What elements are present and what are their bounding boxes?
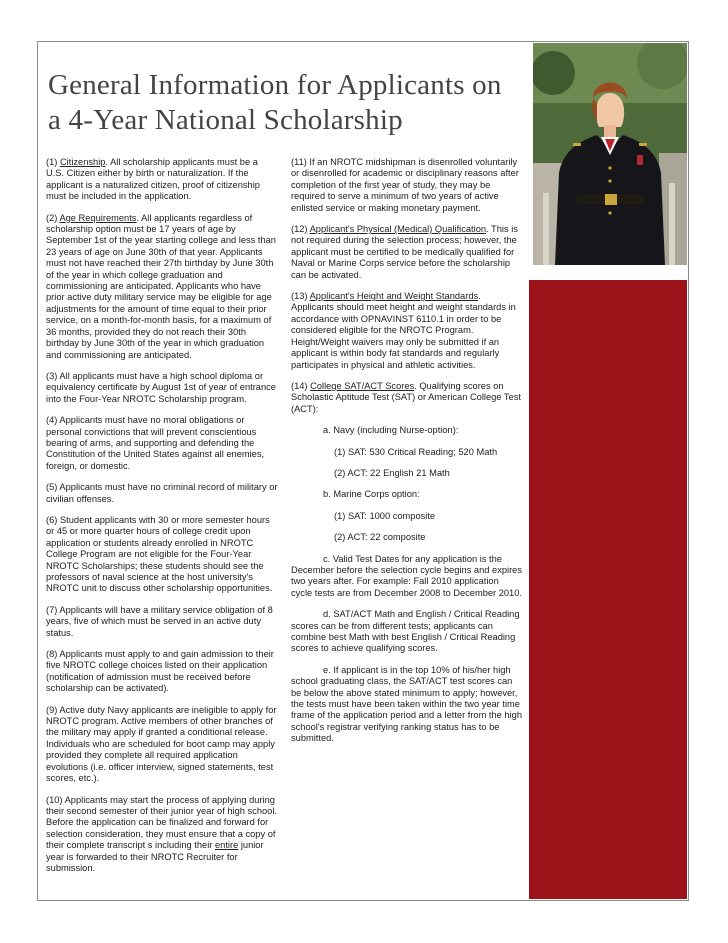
- item-disenrollment: (11) If an NROTC midshipman is disenrolled voluntarily or disenrolled for academic or disciplinary reasons after completion of the first year of study, they may be required to serve a minimum of two years of active enlisted service or making monetary payment.: [291, 157, 519, 213]
- subitem-navy: a. Navy (including Nurse-option):: [323, 425, 459, 436]
- term-citizenship: Citizenship: [59, 157, 106, 167]
- item-college-admission: (8) Applicants must apply to and gain admission to their five NROTC college choices listed on their application (notification of admission must be received before scholarship can be activated).: [46, 649, 274, 694]
- subitem-top-ten-percent: e. If applicant is in the top 10% of his/her high school graduating class, the SAT/ACT test scores can be below the above stated minimum to apply; however, the tests must have been taken within the two year time frame of the application period and a letter from the high school's registrar verifying ranking status has to be submitted.: [291, 664, 523, 744]
- item-active-duty: (9) Active duty Navy applicants are ineligible to apply for NROTC program. Active members of other branches of the military may apply if granted a conditional release. Individuals who are scheduled for boot camp may apply provided they complete all required application evolutions (i.e. officer interview, signed statements, test scores, etc.).: [46, 704, 277, 784]
- right-column: [291, 157, 522, 755]
- term-medical-qualification: Applicant's Physical (Medical) Qualification: [309, 224, 487, 235]
- subitem-navy-act: (2) ACT: 22 English 21 Math: [334, 467, 450, 478]
- item-test-scores: (14) College SAT/ACT Scores. Qualifying scores on Scholastic Aptitude Test (SAT) or American College Test (ACT):: [291, 380, 521, 414]
- item-medical-qualification: (12) Applicant's Physical (Medical) Qualification. This is not required during the selection process; however, the applicant must be certified to be medically qualified for Naval or Marine Corps service before the scholarship can be activated.: [291, 224, 518, 280]
- item-citizenship: (1) Citizenship. All scholarship applicants must be a U.S. Citizen either by birth or naturalization. If the applicant is a naturalized citizen, proof of citizenship must be included in the application.: [46, 157, 260, 202]
- subitem-test-dates: c. Valid Test Dates for any application is the December before the selection cycle begins and expires two years after. For example: Fall 2010 application cycle tests are from December 2008 to December 2010.: [291, 553, 523, 598]
- subitem-marine-act: (2) ACT: 22 composite: [334, 532, 426, 543]
- title-line-1: General Information for Applicants on: [48, 69, 502, 101]
- photo-illustration: [533, 43, 687, 265]
- left-column: [46, 157, 278, 884]
- item-college-credit: (6) Student applicants with 30 or more semester hours or 45 or more quarter hours of college credit upon application or students already enrolled in NROTC College Program are not eligible for the Four-Year NROTC Scholarships; these students should see the professors of naval science at the host university's NROTC unit to discuss other scholarship opportunities.: [46, 514, 273, 594]
- item-criminal-record: (5) Applicants must have no criminal record of military or civilian offenses.: [46, 482, 278, 504]
- title-line-2: a 4-Year National Scholarship: [48, 104, 403, 136]
- item-application-timing: (10) Applicants may start the process of applying during their second semester of their junior year of high school. Before the application can be finalized and forward for selection consideration, they must ensure that a copy of their complete transcript s including their entire junior year is forwarded to their NROTC Recruiter for submission.: [46, 794, 277, 873]
- term-age-requirements: Age Requirements: [59, 212, 137, 223]
- subitem-marine: b. Marine Corps option:: [323, 489, 420, 500]
- subitem-navy-sat: (1) SAT: 530 Critical Reading; 520 Math: [334, 446, 498, 457]
- term-test-scores: College SAT/ACT Scores: [310, 380, 415, 391]
- page-title: [48, 68, 518, 138]
- item-height-weight: (13) Applicant's Height and Weight Standards. Applicants should meet height and weight standards in accordance with OPNAVINST 6110.1 in order to be considered eligible for the NROTC Program. Height/Weight waivers may only be submitted if an applicant is within body fat standards and regularly participates in physical and athletic activities.: [291, 291, 516, 370]
- item-moral-obligations: (4) Applicants must have no moral obligations or personal convictions that will prevent conscientious bearing of arms, and supporting and defending the Constitution of the United States against all enemies, foreign, or domestic.: [46, 415, 265, 471]
- decorative-sidebar-bar: [529, 280, 687, 899]
- item-service-obligation: (7) Applicants will have a military service obligation of 8 years, five of which must be served in an active duty status.: [46, 604, 273, 638]
- item-diploma: (3) All applicants must have a high school diploma or equivalency certificate by August 1st of year of entrance into the Four-Year NROTC Scholarship program.: [46, 370, 276, 404]
- uniformed-midshipman-photo: [533, 43, 687, 265]
- item-age-requirements: (2) Age Requirements. All applicants regardless of scholarship option must be 17 years of age by September 1st of the year starting college and less than 23 years of age on June 30th of that year. Applicants must not have reached their 27th birthday by June 30th of the year in which college graduation and commissioning are anticipated. Applicants who have prior active duty military service may be eligible for age adjustments for the amount of time equal to their prior service, on a month-for-month basis, for a maximum of 36 months, provided they do not reach their 30th birthday by June 30th of the year in which graduation and commissioning are anticipated.: [46, 212, 276, 360]
- subitem-marine-sat: (1) SAT: 1000 composite: [334, 510, 436, 521]
- subitem-combine-scores: d. SAT/ACT Math and English / Critical Reading scores can be from different tests; applicants can combine best Math with best English / Critical Reading scores to achieve qualifying scores.: [291, 609, 520, 654]
- term-height-weight: Applicant's Height and Weight Standards: [309, 291, 479, 302]
